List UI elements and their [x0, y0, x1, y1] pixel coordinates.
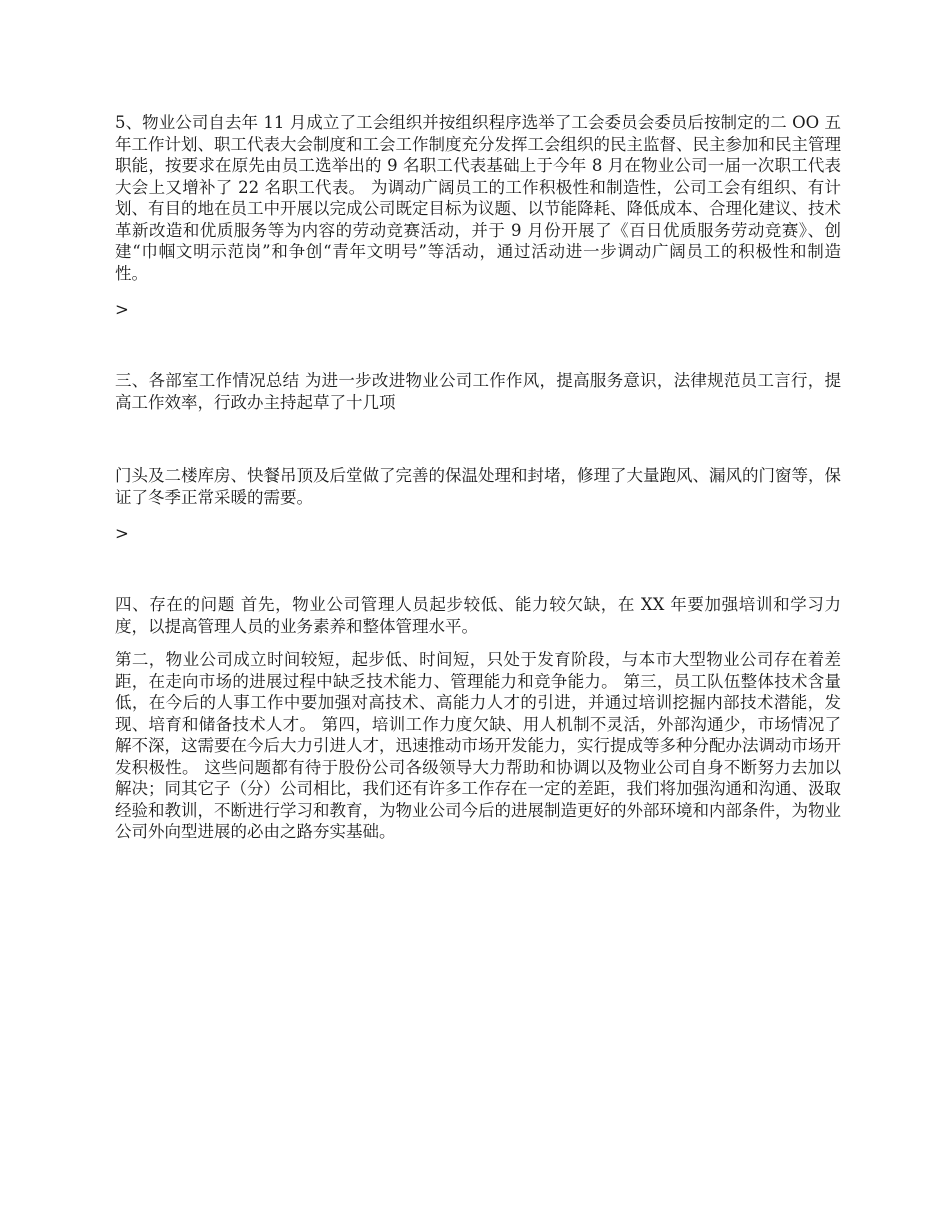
paragraph-existing-problems: 四、存在的问题 首先，物业公司管理人员起步较低、能力较欠缺，在 XX 年要加强培训和学习力度，以提高管理人员的业务素养和整体管理水平。: [115, 595, 841, 636]
paragraph-department-summary: 三、各部室工作情况总结 为进一步改进物业公司工作作风，提高服务意识，法律规范员工言行，提高工作效率，行政办主持起草了十几项: [115, 371, 841, 412]
paragraph-union-organization: 5、物业公司自去年 11 月成立了工会组织并按组织程序选举了工会委员会委员后按制定的二 OO 五年工作计划、职工代表大会制度和工会工作制度充分发挥工会组织的民主监督、民主参加和民主管理职能，按要求在原先由员工选举出的 9 名职工代表基础上于今年 8 月在物业公司一届一次职工代表大会上又增补了 22 名职工代表。 为调动广阔员工的工作积极性和制造性，公司工会有组织、有计划、有目的地在员工中开展以完成公司既定目标为议题、以节能降耗、降低成本、合理化建议、技术革新改造和优质服务等为内容的劳动竞赛活动，并于 9 月份开展了《百日优质服务劳动竞赛》、创建“巾帼文明示范岗”和争创“青年文明号”等活动，通过活动进一步调动广阔员工的积极性和制造性。: [115, 113, 841, 283]
continuation-marker: >: [115, 524, 129, 543]
document-body: [115, 112, 841, 843]
paragraph-heating-maintenance: 门头及二楼库房、快餐吊顶及后堂做了完善的保温处理和封堵，修理了大量跑风、漏风的门窗等，保证了冬季正常采暖的需要。: [115, 466, 841, 507]
continuation-marker: >: [115, 300, 129, 319]
paragraph-problem-details: 第二，物业公司成立时间较短，起步低、时间短，只处于发育阶段，与本市大型物业公司存在着差距，在走向市场的进展过程中缺乏技术能力、管理能力和竞争能力。 第三，员工队伍整体技术含量低，在今后的人事工作中要加强对高技术、高能力人才的引进，并通过培训挖掘内部技术潜能，发现、培育和储备技术人才。 第四，培训工作力度欠缺、用人机制不灵活，外部沟通少，市场情况了解不深，这需要在今后大力引进人才，迅速推动市场开发能力，实行提成等多种分配办法调动市场开发积极性。 这些问题都有待于股份公司各级领导大力帮助和协调以及物业公司自身不断努力去加以解决；同其它子（分）公司相比，我们还有许多工作存在一定的差距，我们将加强沟通和沟通、汲取经验和教训，不断进行学习和教育，为物业公司今后的进展制造更好的外部环境和内部条件，为物业公司外向型进展的必由之路夯实基础。: [115, 650, 841, 841]
